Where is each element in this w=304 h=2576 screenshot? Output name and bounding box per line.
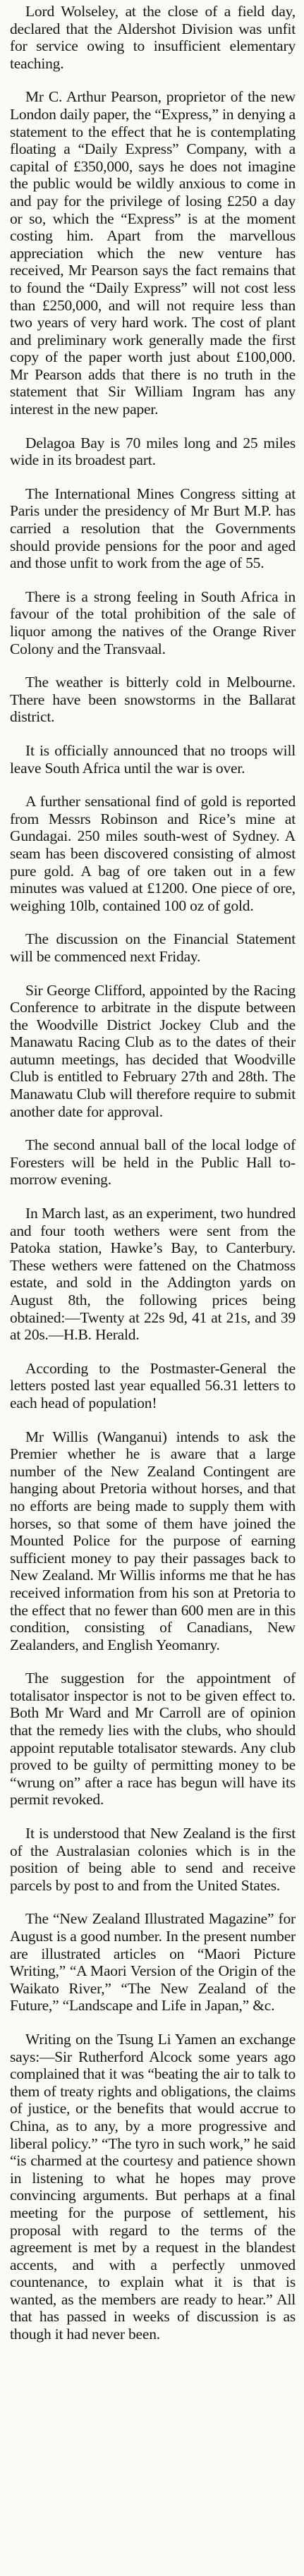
news-paragraph: Writing on the Tsung Li Yamen an exchange says:—Sir Rutherford Alcock some years ago complained that it was “beating the air to talk to them of treaty rights and obligations, the claims of justice, or the benefits that would accrue to China, as to any, by a more progressive and liberal policy.” “The tyro in such work,” he said “is charmed at the courtesy and patience shown in listening to what he hopes may prove convincing arguments. But perhaps at a final meeting for the purpose of settlement, his proposal with regard to the terms of the agreement is met by a request in the blandest accents, and with a perfectly unmoved countenance, to explain what it is that is wanted, as the members are ready to hear.” All that has passed in weeks of discussion is as though it had never been. bbox=[10, 2030, 296, 2343]
news-paragraph: The “New Zealand Illustrated Magazine” for August is a good number. In the present number are illustrated articles on “Maori Picture Writing,” “A Maori Version of the Origin of the Waikato River,” “The New Zealand of the Future,” “Landscape and Life in Japan,” &c. bbox=[10, 1910, 296, 2015]
news-paragraph: Mr C. Arthur Pearson, proprietor of the new London daily paper, the “Express,” in denying a statement to the effect that he is contemplating floating a “Daily Express” Company, with a capital of £350,000, says he does not imagine the public would be wildly anxious to come in and pay for the privilege of losing £250 a day or so, which the “Express” is at the moment costing him. Apart from the marvellous appreciation which the new venture has received, Mr Pearson says the fact remains that to found the “Daily Express” will not cost less than £250,000, and will not require less than two years of very hard work. The cost of plant and preliminary work generally made the first copy of the paper worth just about £100,000. Mr Pearson adds that there is no truth in the statement that Sir William Ingram has any interest in the new paper. bbox=[10, 88, 296, 418]
news-paragraph: The weather is bitterly cold in Melbourne. There have been snowstorms in the Ballarat district. bbox=[10, 674, 296, 726]
news-paragraph: Lord Wolseley, at the close of a field day, declared that the Aldershot Division was unfit for service owing to insufficient elementary teaching. bbox=[10, 3, 296, 72]
news-paragraph: Sir George Clifford, appointed by the Racing Conference to arbitrate in the dispute between the Woodville District Jockey Club and the Manawatu Racing Club as to the dates of their autumn meetings, has decided that Woodville Club is entitled to February 27th and 28th. The Manawatu Club will therefore require to submit another date for approval. bbox=[10, 981, 296, 1120]
news-paragraph: Mr Willis (Wanganui) intends to ask the Premier whether he is aware that a large number of the New Zealand Contingent are hanging about Pretoria without horses, and that no efforts are being made to supply them with horses, so that some of them have joined the Mounted Police for the purpose of earning sufficient money to pay their passages back to New Zealand. Mr Willis informs me that he has received information from his son at Pretoria to the effect that no fewer than 600 men are in this condition, consisting of Canadians, New Zealanders, and English Yeomanry. bbox=[10, 1428, 296, 1653]
news-paragraph: The suggestion for the appointment of totalisator inspector is not to be given effect to. Both Mr Ward and Mr Carroll are of opinion that the remedy lies with the clubs, who should appoint reputable totalisator stewards. Any club proved to be guilty of permitting money to be “wrung on” after a race has begun will have its permit revoked. bbox=[10, 1670, 296, 1809]
news-paragraph: It is officially announced that no troops will leave South Africa until the war is over. bbox=[10, 741, 296, 777]
news-paragraph: It is understood that New Zealand is the first of the Australasian colonies which is in the position of being able to send and receive parcels by post to and from the United States. bbox=[10, 1825, 296, 1894]
news-paragraph: The International Mines Congress sitting at Paris under the presidency of Mr Burt M.P. has carried a resolution that the Governments should provide pensions for the poor and aged and those unfit to work from the age of 55. bbox=[10, 485, 296, 572]
news-paragraph: Delagoa Bay is 70 miles long and 25 miles wide in its broadest part. bbox=[10, 434, 296, 469]
news-paragraph: The second annual ball of the local lodge of Foresters will be held in the Public Hall to-morrow evening. bbox=[10, 1136, 296, 1189]
news-paragraph: A further sensational find of gold is reported from Messrs Robinson and Rice’s mine at Gundagai. 250 miles south-west of Sydney. A seam has been discovered consisting of almost pure gold. A bag of ore taken out in a few minutes was valued at £1200. One piece of ore, weighing 10lb, contained 100 oz of gold. bbox=[10, 793, 296, 914]
news-paragraph: The discussion on the Financial Statement will be commenced next Friday. bbox=[10, 930, 296, 965]
news-paragraph: In March last, as an experiment, two hundred and four tooth wethers were sent from the Patoka station, Hawke’s Bay, to Canterbury. These wethers were fattened on the Chatmoss estate, and sold in the Addington yards on August 8th, the following prices being obtained:—Twenty at 22s 9d, 41 at 21s, and 39 at 20s.—H.B. Herald. bbox=[10, 1205, 296, 1344]
news-paragraph: There is a strong feeling in South Africa in favour of the total prohibition of the sale of liquor among the natives of the Orange River Colony and the Transvaal. bbox=[10, 588, 296, 657]
news-paragraph: According to the Postmaster-General the letters posted last year equalled 56.31 letters to each head of population! bbox=[10, 1359, 296, 1411]
